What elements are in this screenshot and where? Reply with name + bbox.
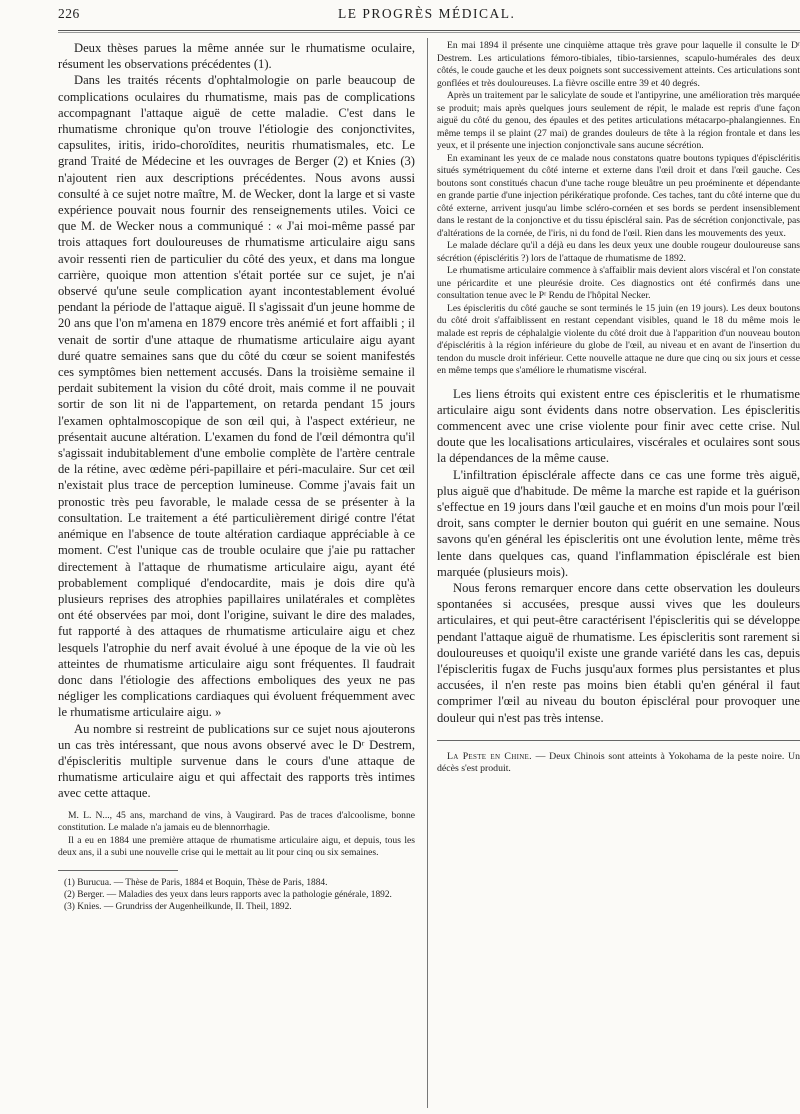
case-paragraph: Les épiscleritis du côté gauche se sont terminés le 15 juin (en 19 jours). Les deux boutons du côté droit s'affaiblissent en restant cependant visibles, quand le 18 du même mois le malade est repris de céphalalgie violente du côté droit due à l'apparition d'un nouveau bouton d'épiscléritis à la région inférieure du globe de l'œil, au niveau et en avant de l'insertion du tendon du muscle droit inférieur. Cette nouvelle attaque ne dure que cinq ou six jours et cesse en même temps que s'améliore le rhumatisme viscéral.: [437, 302, 800, 376]
body-paragraph: L'infiltration épisclérale affecte dans ce cas une forme très aiguë, plus aiguë que d'habitude. De même la marche est rapide et la guérison s'effectue en 19 jours dans l'œil gauche et en moins d'un mois pour l'œil droit, sans compter le dernier bouton qui guérit en une semaine. Nous savons qu'en général les épiscleritis ont une évolution lente, même très lente dans quelques cas, quand l'inflammation épisclérale est bien marquée (plusieurs mois).: [437, 467, 800, 579]
news-item: [437, 751, 800, 776]
case-paragraph: Après un traitement par le salicylate de soude et l'antipyrine, une amélioration très marquée se produit; mais après quelques jours seulement de répit, le malade est repris d'une façon aiguë du côté du genou, des épaules et des petites articulations métacarpo-phalangiennes. En même temps il se plaint (27 mai) de grandes douleurs de tête à la région frontale et dans les yeux, et il présente une injection conjonctivale sans aucune sécrétion.: [437, 90, 800, 151]
case-paragraph: Le malade déclare qu'il a déjà eu dans les deux yeux une double rougeur douloureuse sans sécrétion (épiscléritis ?) lors de l'attaque de rhumatisme de 1892.: [437, 240, 800, 264]
case-paragraph: En examinant les yeux de ce malade nous constatons quatre boutons typiques d'épiscléritis situés symétriquement du côté interne et externe dans l'œil droit et dans l'œil gauche. Ces boutons sont constitués chacun d'une tache rouge bleuâtre un peu proéminente et dépendante en grande partie d'une injection périkératique profonde. Ces taches, tant du côté interne que du côté externe, arrivent jusqu'au limbe scléro-cornéen et ses bords se perdent insensiblement dans le restant de la conjonctive et du tissu épiscléral sain. Pas de sécrétion conjonctivale, pas d'altérations de la cornée, de l'iris, ni du fond de l'œil. Rien dans les mouvements des yeux.: [437, 152, 800, 239]
left-column: [58, 40, 415, 913]
footnote: (2) Berger. — Maladies des yeux dans leurs rapports avec la pathologie générale, 1892.: [64, 889, 392, 900]
page-header: [58, 4, 800, 26]
footnote: (1) Burucua. — Thèse de Paris, 1884 et Boquin, Thèse de Paris, 1884.: [64, 877, 328, 888]
body-paragraph: Les liens étroits qui existent entre ces épiscleritis et le rhumatisme articulaire aigu sont évidents dans notre observation. Les épiscleritis commencent avec une crise violente pour finir avec cette crise. Nul doute que les localisations articulaires, viscérales et oculaires sont sous la dépendances de la même cause.: [437, 386, 800, 466]
right-column: [437, 40, 800, 776]
footnote: (3) Knies. — Grundriss der Augenheilkunde, II. Theil, 1892.: [64, 901, 292, 912]
news-text: — Deux Chinois sont atteints à Yokohama de la peste noire. Un décès s'est produit.: [437, 750, 800, 775]
body-paragraph: Nous ferons remarquer encore dans cette observation les douleurs spontanées si accusées, presque aussi vives que les douleurs articulaires, et qui peut-être caractérisent l'épiscleritis qui se développe pendant l'attaque aiguë de rhumatisme. Les épiscleritis sont rarement si douloureuses et quoiqu'il existe une grande variété dans les cas, depuis l'épiscleritis fugax de Fuchs jusqu'aux formes plus persistantes et plus accusées, il n'en reste pas moins bien établi qu'en général il faut comprimer l'œil au niveau du bouton épiscléral pour provoquer une douleur qui n'est pas très intense.: [437, 580, 800, 725]
news-heading: La Peste en Chine.: [447, 750, 532, 762]
case-paragraph: Le rhumatisme articulaire commence à s'affaiblir mais devient alors viscéral et l'on constate une péricardite et une pleurésie droite. Ces diagnostics ont été confirmés dans une consultation tenue avec le Pʳ Rendu de l'hôpital Necker.: [437, 265, 800, 301]
header-rule-secondary: [58, 32, 800, 33]
case-paragraph: M. L. N..., 45 ans, marchand de vins, à Vaugirard. Pas de traces d'alcoolisme, bonne constitution. Le malade n'a jamais eu de blennorrhagie.: [58, 809, 415, 834]
case-paragraph: En mai 1894 il présente une cinquième attaque très grave pour laquelle il consulte le Dʳ Destrem. Les articulations fémoro-tibiales, tibio-tarsiennes, scapulo-humérales des deux côtés, le coude gauche et les deux poignets sont successivement atteints. Ces articulations sont gonflées et très douloureuses. La fièvre oscille entre 39 et 40 degrés.: [437, 40, 800, 89]
section-rule: [437, 740, 800, 741]
body-paragraph: Deux thèses parues la même année sur le rhumatisme oculaire, résument les observations précédentes (1).: [58, 41, 415, 72]
footnote-rule: [58, 870, 178, 871]
journal-title: LE PROGRÈS MÉDICAL.: [338, 6, 516, 21]
page-number: 226: [58, 6, 80, 21]
body-paragraph: Dans les traités récents d'ophtalmologie on parle beaucoup de complications oculaires du rhumatisme, mais pas de complications accompagnant l'attaque aiguë de cette maladie. C'est dans le rhumatisme chronique qu'on trouve l'étiologie des conjonctivites, capsulites, iritis, irido-choroïdites, neuritis rhumatismales, etc. Le grand Traité de Médecine et les ouvrages de Berger (2) et Knies (3) n'ajoutent rien aux descriptions précédentes. Nous avons aussi consulté à ce sujet notre maître, M. de Wecker, dont la large et si vaste expérience pouvait nous fournir des renseignements utiles. Voici ce que M. de Wecker nous a communiqué : « J'ai moi-même passé par trois attaques fort douloureuses de rhumatisme articulaire aigu sans avoir ressenti rien de particulier du côté des yeux, et dans ma longue carrière, quoique mon attention s'était portée sur ce sujet, je n'ai observé qu'une seule complication ayant incontestablement évolué pendant la période de l'attaque aiguë. Il s'agissait d'un jeune homme de 20 ans que l'on m'amena en 1879 encore très anémié et fort affaibli ; il venait de sortir d'une attaque de rhumatisme articulaire aigu ayant duré quatre semaines sans que du côté du cœur se soient manifestés ces symptômes bien nettement accusés. Dans la troisième semaine il perdait subitement la vision du côté droit, mais comme il ne pouvait sortir de son lit ni de l'appartement, on retarda pendant 15 jours l'examen ophtalmoscopique de son œil qui, à l'aspect extérieur, ne présentait aucune altération. L'examen du fond de l'œil démontra qu'il s'agissait indubitablement d'une embolie complète de l'artère centrale de la rétine, avec œdème péri-papillaire et péri-maculaire. Sur cet œil n'existait plus trace de perception lumineuse. Comme j'avais fait un pronostic très peu favorable, le malade cessa de se présenter à la consultation. Le traitement a été particulièrement dirigé contre l'état anémique en l'absence de toute altération cardiaque appréciable à ce moment. C'est l'unique cas de trouble oculaire que j'aie pu rattacher directement à l'attaque de rhumatisme articulaire aigu, ayant été probablement compliqué d'endocardite, mais je dois dire qu'à plusieurs reprises des atrophies papillaires unilatérales et complètes ont été observées par moi, dont l'origine, suivant le dire des malades, fut rapporté à des attaques de rhumatisme articulaire aigu et chez lesquels l'atrophie du nerf avait évolué à une époque de la vie où les atteintes de rhumatisme articulaire aigu sont fréquentes. Il faudrait donc dans l'étiologie des affections emboliques des yeux ne pas négliger les complications cardiaques qui évoluent fréquemment avec le rhumatisme articulaire aigu. »: [58, 73, 415, 720]
header-rule: [58, 30, 800, 31]
case-paragraph: Il a eu en 1884 une première attaque de rhumatisme articulaire aigu, et depuis, tous les deux ans, il a subi une nouvelle crise qui le mettait au lit pour cinq ou six semaines.: [58, 834, 415, 859]
column-divider: [427, 38, 428, 1108]
body-paragraph: Au nombre si restreint de publications sur ce sujet nous ajouterons un cas très intéressant, que nous avons observé avec le Dʳ Destrem, d'épiscleritis multiple survenue dans le cours d'une attaque de rhumatisme articulaire aigu et qui affectait des rapports très intimes avec cette attaque.: [58, 721, 415, 801]
